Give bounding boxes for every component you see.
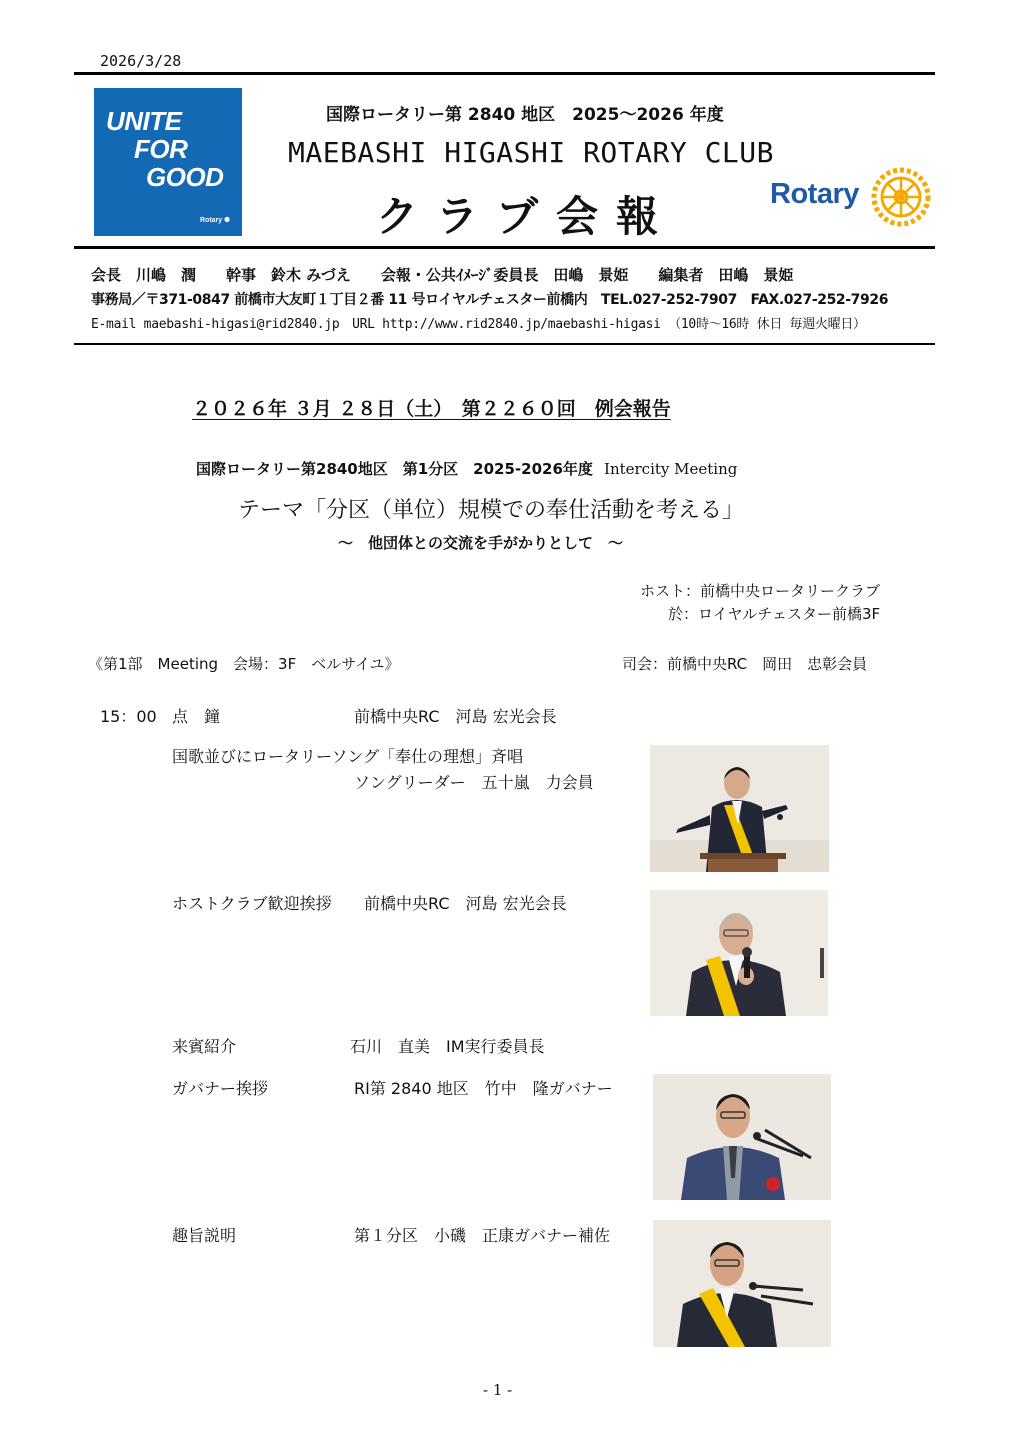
logo-line-2: FOR [134, 134, 188, 164]
logo-line-1: UNITE [106, 106, 182, 136]
program-item: 趣旨説明 [172, 1226, 237, 1245]
header-top-rule [74, 72, 935, 75]
club-name: MAEBASHI HIGASHI ROTARY CLUB [288, 136, 775, 169]
office-line: 事務局／〒371-0847 前橋市大友町１丁目２番 11 号ロイヤルチェスター前橋内 TEL.027-252-7907 FAX.027-252-7926 [91, 292, 889, 308]
program-person: 前橋中央RC 河島 宏光会長 [364, 894, 567, 913]
header-mid-rule [74, 246, 935, 249]
contact-line: E-mail maebashi-higasi@rid2840.jp URL http://www.rid2840.jp/maebashi-higasi （10時～16時 休日 毎週火曜日） [91, 317, 866, 332]
im-suffix: Intercity Meeting [604, 460, 738, 478]
im-line [196, 458, 737, 479]
header-bottom-rule [74, 343, 935, 345]
logo-line-3: GOOD [146, 162, 224, 192]
program-person: ソングリーダー 五十嵐 力会員 [354, 773, 594, 792]
unite-for-good-logo [94, 88, 242, 236]
photo-song-leader [650, 745, 829, 872]
bulletin-title: クラブ会報 [376, 192, 677, 241]
photo-governor-assistant [653, 1220, 831, 1347]
program-person: 第１分区 小磯 正康ガバナー補佐 [354, 1226, 611, 1245]
mc: 司会：前橋中央RC 岡田 忠彰会員 [622, 655, 868, 673]
venue: 於：ロイヤルチェスター前橋3F [668, 605, 881, 623]
program-item: 来賓紹介 [172, 1037, 237, 1056]
host: ホスト：前橋中央ロータリークラブ [640, 582, 881, 600]
theme: テーマ「分区（単位）規模での奉仕活動を考える」 [238, 498, 745, 523]
program-item: ガバナー挨拶 [172, 1079, 269, 1098]
photo-governor [653, 1074, 831, 1200]
program-item: 点 鐘 [172, 707, 221, 726]
program-person: RI第 2840 地区 竹中 隆ガバナー [354, 1079, 613, 1098]
report-heading: ２０２６年 ３月 ２８日（土） 第２２６０回 例会報告 [192, 398, 671, 420]
logo-small-text: Rotary ✺ [200, 217, 230, 224]
rotary-wheel-icon [870, 166, 932, 228]
page-number: - 1 - [483, 1381, 513, 1399]
program-time: 15：00 [100, 707, 157, 726]
program-item: 国歌並びにロータリーソング「奉仕の理想」斉唱 [172, 747, 524, 766]
program-item: ホストクラブ歓迎挨拶 [172, 894, 332, 913]
program-person: 前橋中央RC 河島 宏光会長 [354, 707, 557, 726]
district-line: 国際ロータリー第 2840 地区 2025～2026 年度 [326, 105, 724, 125]
part-label: 《第1部 Meeting 会場：3F ベルサイユ》 [88, 655, 400, 673]
program-person: 石川 直美 IM実行委員長 [350, 1037, 545, 1056]
im-district: 国際ロータリー第2840地区 第1分区 2025-2026年度 [196, 460, 593, 478]
date-stamp: 2026/3/28 [100, 52, 182, 70]
photo-host-president [650, 890, 828, 1016]
subtheme: ～ 他団体との交流を手がかりとして ～ [338, 534, 624, 552]
rotary-wordmark: Rotary [770, 178, 859, 210]
staff-line: 会長 川嶋 潤 幹事 鈴木 みづえ 会報・公共ｲﾒｰｼﾞ委員長 田嶋 景姫 編集者 田嶋 景姫 [91, 266, 794, 284]
